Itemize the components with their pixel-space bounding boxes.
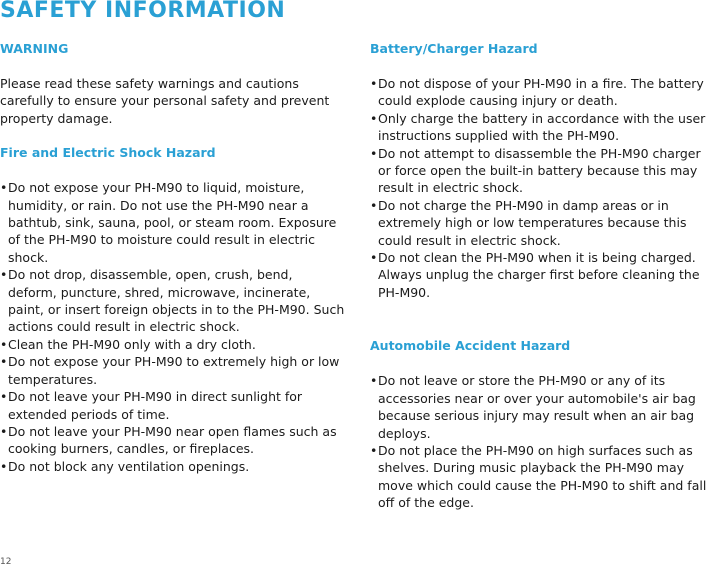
list-item: • Do not dispose of your PH-M90 in a fire. The battery could explode causing injury or death. (370, 75, 710, 110)
list-item: • Only charge the battery in accordance with the user instructions supplied with the PH-M90. (370, 110, 710, 145)
automobile-hazard-list (370, 372, 710, 511)
list-item: • Do not drop, disassemble, open, crush, bend, deform, puncture, shred, microwave, incinerate, paint, or insert foreign objects in to the PH-M90. Such actions could result in electric shock. (0, 266, 345, 336)
list-item: • Do not clean the PH-M90 when it is being charged. Always unplug the charger first before cleaning the PH-M90. (370, 249, 710, 301)
list-item: • Do not leave or store the PH-M90 or any of its accessories near or over your automobile's air bag because serious injury may result when an air bag deploys. (370, 372, 710, 442)
warning-text: Please read these safety warnings and cautions carefully to ensure your personal safety and prevent property damage. (0, 76, 330, 126)
list-item: • Do not charge the PH-M90 in damp areas or in extremely high or low temperatures because this could result in electric shock. (370, 197, 710, 249)
page-number: 12 (0, 557, 12, 567)
page-title: SAFETY INFORMATION (0, 0, 286, 23)
automobile-hazard-heading: Automobile Accident Hazard (370, 338, 571, 354)
warning-heading: WARNING (0, 41, 69, 56)
left-column (0, 40, 345, 475)
list-item: • Do not leave your PH-M90 near open flames such as cooking burners, candles, or fireplaces. (0, 423, 345, 458)
fire-hazard-list (0, 179, 345, 475)
list-item: • Do not expose your PH-M90 to extremely high or low temperatures. (0, 353, 345, 388)
battery-hazard-heading: Battery/Charger Hazard (370, 41, 538, 56)
list-item: • Clean the PH-M90 only with a dry cloth. (0, 336, 345, 353)
fire-hazard-heading: Fire and Electric Shock Hazard (0, 145, 216, 161)
list-item: • Do not expose your PH-M90 to liquid, moisture, humidity, or rain. Do not use the PH-M90 near a bathtub, sink, sauna, pool, or steam room. Exposure of the PH-M90 to moisture could result in electric shock. (0, 179, 345, 266)
list-item: • Do not place the PH-M90 on high surfaces such as shelves. During music playback the PH-M90 may move which could cause the PH-M90 to shift and fall off of the edge. (370, 442, 710, 512)
list-item: • Do not attempt to disassemble the PH-M90 charger or force open the built-in battery because this may result in electric shock. (370, 145, 710, 197)
right-column (370, 40, 710, 512)
list-item: • Do not leave your PH-M90 in direct sunlight for extended periods of time. (0, 388, 345, 423)
battery-hazard-list (370, 75, 710, 301)
list-item: • Do not block any ventilation openings. (0, 458, 345, 475)
